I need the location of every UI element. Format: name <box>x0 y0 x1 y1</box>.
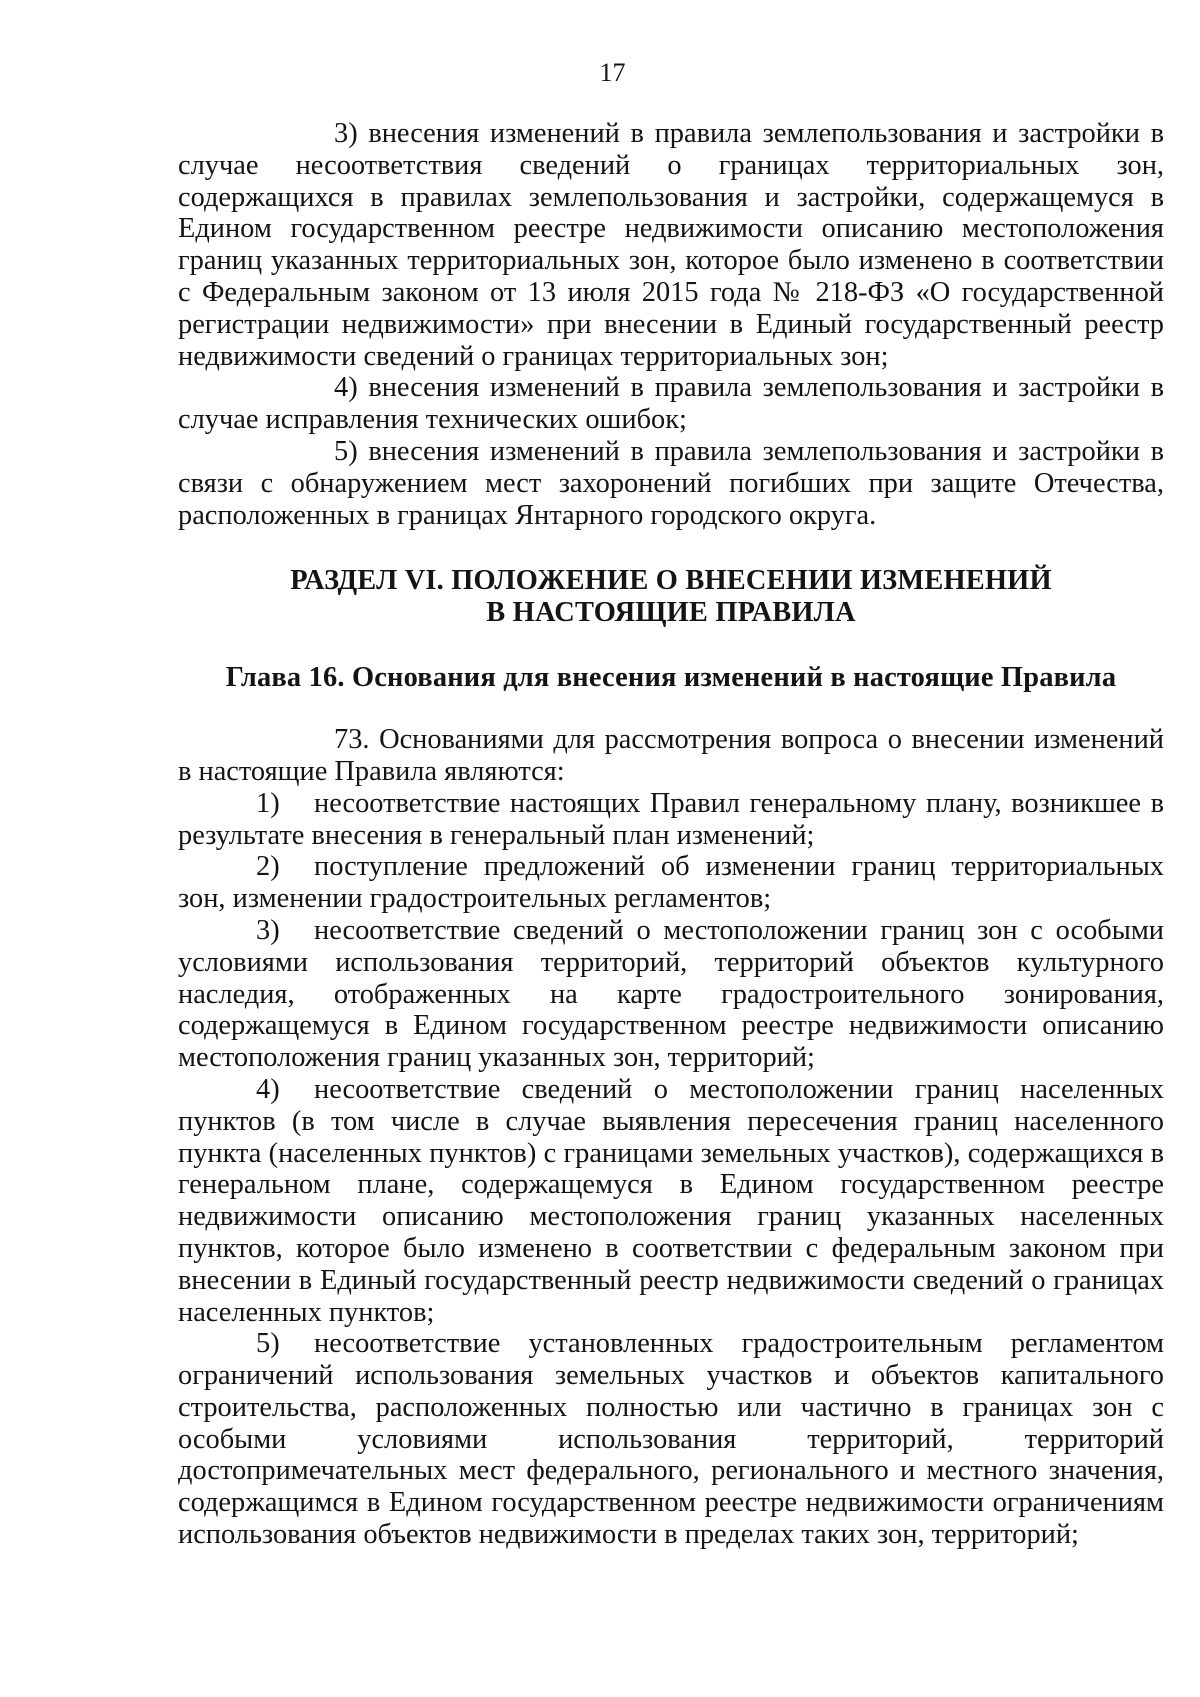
article-text: Основаниями для рассмотрения вопроса о внесении изменений в настоящие Правила являются: <box>178 724 1164 787</box>
item-text: внесения изменений в правила землепользования и застройки в связи с обнаружением мест захоронений погибших при защите Отечества, расположенных в границах Янтарного городского округа. <box>178 435 1164 531</box>
section-heading-line-1: РАЗДЕЛ VI. ПОЛОЖЕНИЕ О ВНЕСЕНИИ ИЗМЕНЕНИЙ <box>290 565 1052 597</box>
list-item-4 <box>178 1074 1164 1328</box>
article-number: 73. <box>334 724 370 756</box>
chapter-heading: Глава 16. Основания для внесения изменений в настоящие Правила <box>225 662 1117 694</box>
section-heading <box>178 565 1164 628</box>
item-text: внесения изменений в правила землепользования и застройки в случае несоответствия сведений о границах территориальных зон, содержащихся в правилах землепользования и застройки, содержащемуся в Едином государственном реестре недвижимости описанию местоположения границ указанных территориальных зон, которое было изменено в соответствии с Федеральным законом от 13 июля 2015 года № 218-ФЗ «О государственной регистрации недвижимости» при внесении в Единый государственный реестр недвижимости сведений о границах территориальных зон; <box>178 118 1164 372</box>
item-text: несоответствие сведений о местоположении границ зон с особыми условиями использования территорий, территорий объектов культурного наследия, отображенных на карте градостроительного зонирования, содержащемуся в Едином государственном реестре недвижимости описанию местоположения границ указанных зон, территорий; <box>178 914 1164 1074</box>
item-number: 4) <box>256 1073 280 1105</box>
item-number: 5) <box>334 435 358 467</box>
item-number: 5) <box>256 1328 280 1360</box>
item-number: 3) <box>334 118 358 149</box>
page-number: 17 <box>599 58 626 87</box>
item-text: несоответствие настоящих Правил генеральному плану, возникшее в результате внесения в генеральный план изменений; <box>178 787 1164 851</box>
paragraph-amendment-4 <box>178 372 1164 436</box>
item-text: несоответствие сведений о местоположении границ населенных пунктов (в том числе в случае выявления пересечения границ населенного пункта (населенных пунктов) с границами земельных участков), содержащихся в генеральном плане, содержащемуся в Едином государственном реестре недвижимости описанию местоположения границ указанных населенных пунктов, которое было изменено в соответствии с федеральным законом при внесении в Единый государственный реестр недвижимости сведений о границах населенных пунктов; <box>178 1073 1164 1328</box>
paragraph-amendment-5 <box>178 436 1164 531</box>
item-number: 1) <box>256 787 280 819</box>
list-item-5 <box>178 1328 1164 1551</box>
section-heading-line-2: В НАСТОЯЩИЕ ПРАВИЛА <box>486 596 856 628</box>
list-item-1 <box>178 788 1164 852</box>
item-number: 2) <box>256 851 280 883</box>
item-text: несоответствие установленных градостроительным регламентом ограничений использования земельных участков и объектов капитального строительства, расположенных полностью или частично в границах зон с особыми условиями использования территорий, территорий достопримечательных мест федерального, регионального и местного значения, содержащимся в Едином государственном реестре недвижимости ограничениям использования объектов недвижимости в пределах таких зон, территорий; <box>178 1328 1164 1551</box>
item-number: 3) <box>256 914 280 946</box>
list-item-3 <box>178 915 1164 1074</box>
item-text: внесения изменений в правила землепользования и застройки в случае исправления технических ошибок; <box>178 372 1164 436</box>
item-text: поступление предложений об изменении границ территориальных зон, изменении градостроительных регламентов; <box>178 851 1164 915</box>
paragraph-amendment-3 <box>178 118 1164 372</box>
item-number: 4) <box>334 372 358 404</box>
document-body <box>178 118 1164 1551</box>
list-item-2 <box>178 851 1164 915</box>
article-73 <box>178 724 1164 788</box>
